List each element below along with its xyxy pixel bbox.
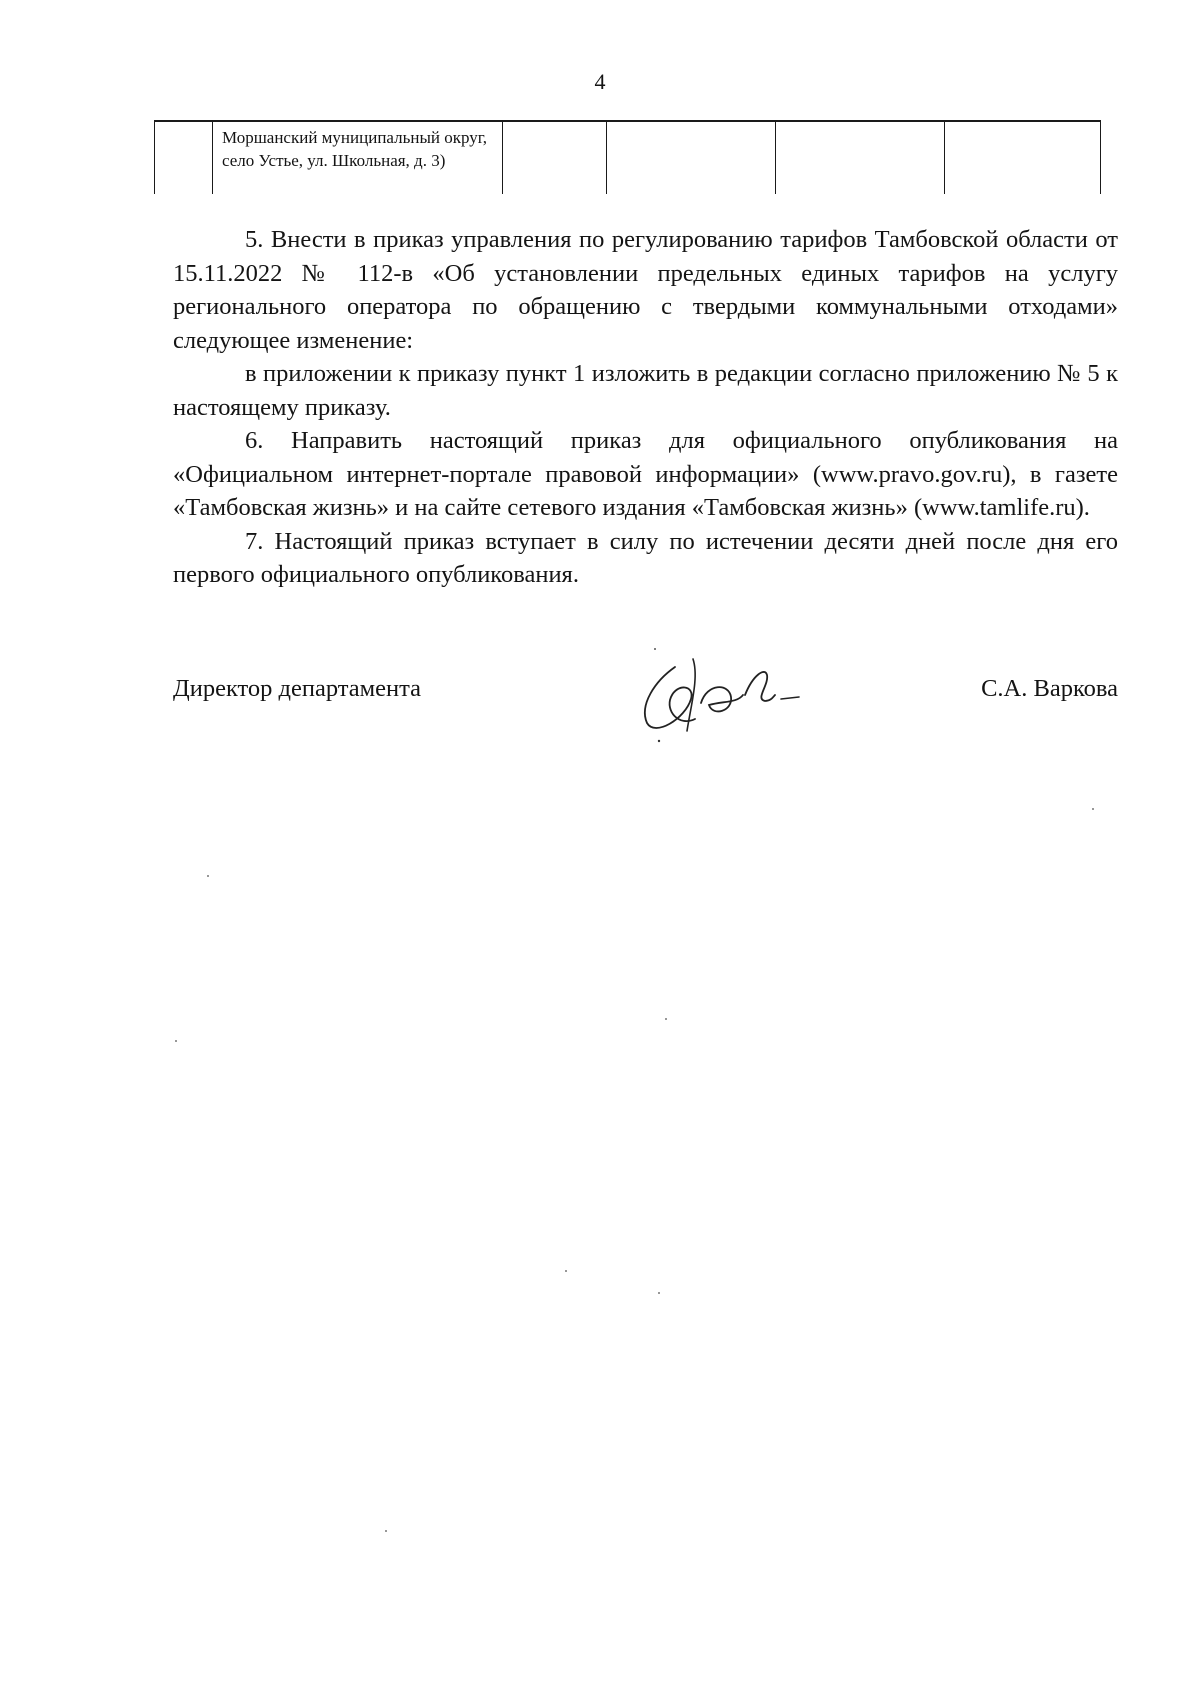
scan-speck <box>207 875 209 877</box>
table-cell-empty <box>503 121 607 194</box>
signature-block <box>173 665 1118 755</box>
scan-speck <box>565 1270 567 1272</box>
scan-speck <box>658 1292 660 1294</box>
table-row <box>155 121 1101 194</box>
signatory-title: Директор департамента <box>173 675 422 702</box>
document-body <box>173 223 1118 592</box>
paragraph-5-sub: в приложении к приказу пункт 1 изложить в редакции согласно приложению № 5 к настоящему приказу. <box>173 360 1118 421</box>
table-cell-empty <box>776 121 945 194</box>
paragraph-7: 7. Настоящий приказ вступает в силу по истечении десяти дней после дня его первого официального опубликования. <box>173 527 1118 588</box>
paragraph-5: 5. Внести в приказ управления по регулированию тарифов Тамбовской области от 15.11.2022 № 112-в «Об установлении предельных единых тарифов на услугу регионального оператора по обращению с твердыми коммунальными отходами» следующее изменение: <box>173 226 1118 354</box>
signatory-name: С.А. Варкова <box>981 675 1118 702</box>
scan-speck <box>665 1018 667 1020</box>
continuation-table <box>154 120 1101 194</box>
paragraph-6: 6. Направить настоящий приказ для официального опубликования на «Официальном интернет-портале правовой информации» (www.pravo.gov.ru), в газете «Тамбовская жизнь» и на сайте сетевого издания «Тамбовская жизнь» (www.tamlife.ru). <box>173 427 1118 521</box>
scan-speck <box>175 1040 177 1042</box>
table-cell-number <box>155 121 213 194</box>
table-cell-empty <box>607 121 776 194</box>
page-number: 4 <box>594 69 606 94</box>
scan-speck <box>1092 808 1094 810</box>
handwritten-signature <box>633 645 823 745</box>
table-cell-empty <box>945 121 1101 194</box>
scan-speck <box>385 1530 387 1532</box>
table-cell-address: Моршанский муниципальный округ, село Устье, ул. Школьная, д. 3) <box>213 121 503 194</box>
